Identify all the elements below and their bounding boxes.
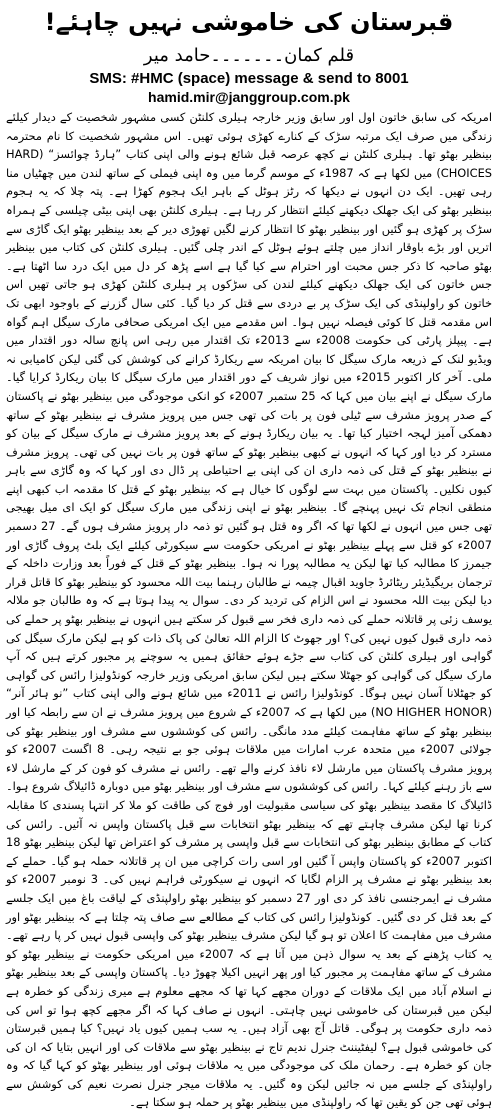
author-email: hamid.mir@janggroup.com.pk — [148, 89, 350, 105]
column-byline: قلم کمان۔۔۔۔۔۔۔حامد میر — [143, 45, 355, 66]
article-body — [6, 108, 493, 1110]
article-paragraph: امریکہ کی سابق خاتون اول اور سابق وزیر خارجہ ہیلری کلنٹن کسی مشہور شخصیت کے دیدار کیلئے زندگی میں صرف ایک مرتبہ سڑک کے کنارے کھڑی ہوئی تھیں۔ اس مشہور شخصیت کا نام محترمہ بینظیر بھٹو تھا۔ ہیلری کلنٹن نے کچھ عرصہ قبل شائع ہونے والی اپنی کتاب ”ہارڈ چوائسز“ (HARD CHOICES) میں لکھا ہے کہ 1987ء کے موسم گرما میں وہ اپنی فیملی کے ساتھ لندن میں چھٹیاں منا رہی تھیں۔ ایک دن انہوں نے دیکھا کہ رٹز ہوٹل کے باہر ایک ہجوم کھڑا ہے۔ پتہ چلا کہ یہ ہجوم بینظیر بھٹو کی ایک جھلک دیکھنے کیلئے انتظار کر رہا ہے۔ ہیلری کلنٹن بھی اپنی بیٹی چیلسی کے ہمراہ سڑک پر کھڑی ہو گئیں اور بینظیر بھٹو کا انتظار کرنے لگیں تھوڑی دیر کے بعد بینظیر بھٹو ایک گاڑی سے اتریں اور بڑے باوقار انداز میں چلتے ہوئے ہوٹل کے اندر چلی گئیں۔ ہیلری کلنٹن کی کتاب میں بینظیر بھٹو صاحبہ کا ذکر جس محبت اور احترام سے کیا گیا ہے اسے پڑھ کر دل میں ایک درد سا اٹھتا ہے۔ جس خاتون کی ایک جھلک دیکھنے کیلئے لندن کی سڑکوں پر ہیلری کلنٹن کھڑی ہو جاتی تھیں اس خاتون کو راولپنڈی کی ایک سڑک پر بے دردی سے قتل کر دیا گیا۔ کئی سال گزرنے کے باوجود ابھی تک اس مقدمہ قتل کا کوئی فیصلہ نہیں ہوا۔ اس مقدمے میں ایک امریکی صحافی مارک سیگل اہم گواہ ہے۔ پیپلز پارٹی کی حکومت 2008ء سے 2013ء تک اقتدار میں رہی اس پانچ سالہ دور اقتدار میں ویڈیو لنک کے ذریعہ مارک سیگل کا بیان امریکہ سے ریکارڈ کرانے کی کوشش کی گئی لیکن کامیابی نہ ملی۔ آخر کار اکتوبر 2015ء میں نواز شریف کے دور اقتدار میں مارک سیگل کا بیان ریکارڈ کرایا گیا۔ مارک سیگل نے اپنے بیان میں کہا کہ 25 ستمبر 2007ء کو انکی موجودگی میں بینظیر بھٹو نے پاکستان کے صدر پرویز مشرف سے ٹیلی فون پر بات کی تھی جس میں پرویز مشرف نے بینظیر بھٹو کے ساتھ دھمکی آمیز لہجہ اختیار کیا تھا۔ یہ بیان ریکارڈ ہونے کے بعد پرویز مشرف نے مارک سیگل کے بیان کو مسترد کر دیا اور کہا کہ انہوں نے کبھی بینظیر بھٹو کے ساتھ فون پر بات نہیں کی تھی۔ پرویز مشرف نے بینظیر بھٹو کے قتل کی ذمہ داری ان کی اپنی بے احتیاطی پر ڈال دی اور کہا کہ وہ گاڑی سے باہر کیوں نکلیں۔ پاکستان میں بہت سے لوگوں کا خیال ہے کہ بینظیر بھٹو کے قتل کا مقدمہ اب کبھی اپنے منطقی انجام تک نہیں پہنچے گا۔ بینظیر بھٹو نے اپنی زندگی میں مارک سیگل کو ایک ای میل بھیجی تھی جس میں انہوں نے لکھا تھا کہ اگر وہ قتل ہو گئیں تو ذمہ دار پرویز مشرف ہوں گے۔ 27 دسمبر 2007ء کو قتل سے پہلے بینظیر بھٹو نے امریکی حکومت سے سیکورٹی کیلئے ایک بلٹ پروف گاڑی اور جیمرز کا مطالبہ کیا تھا لیکن یہ مطالبہ پورا نہ ہوا۔ بینظیر بھٹو کے قتل کے فوراً بعد وزارت داخلہ کے ترجمان بریگیڈیئر ریٹائرڈ جاوید اقبال چیمہ نے طالبان رہنما بیت اللہ محسود کو بینظیر بھٹو کا قاتل قرار دیا لیکن بیت اللہ محسود نے اس الزام کی تردید کر دی۔ سوال یہ پیدا ہوتا ہے کہ وہ طالبان جو ملالہ یوسف زئی پر قاتلانہ حملے کی ذمہ داری فخر سے قبول کر سکتے ہیں انہوں نے بینظیر بھٹو پر حملے کی ذمہ داری قبول کیوں نہیں کی؟ اور جھوٹ کا الزام اللہ تعالیٰ کی پاک ذات کو ہے لیکن مارک سیگل کی گواہی اور ہیلری کلنٹن کی کتاب سے جڑے ہوئے حقائق ہمیں یہ سوچنے پر مجبور کرتے ہیں کہ آپ مارک سیگل کی گواہی کو جھٹلا سکتے ہیں لیکن سابق امریکی وزیر خارجہ کونڈولیزا رائس کی گواہی کو جھٹلانا آسان نہیں ہوگا۔ کونڈولیزا رائس نے 2011ء میں شائع ہونے والی اپنی کتاب ”نو ہائر آنر“ (NO HIGHER HONOR) میں لکھا ہے کہ 2007ء کے شروع میں پرویز مشرف نے ان سے رابطہ کیا اور بینظیر بھٹو کے ساتھ مفاہمت کیلئے مدد مانگی۔ رائس کی کوششوں سے مشرف اور بینظیر بھٹو کی جولائی 2007ء میں متحدہ عرب امارات میں ملاقات ہوئی جو بے نتیجہ رہی۔ 8 اگست 2007ء کو پرویز مشرف پاکستان میں مارشل لاء نافذ کرنے والے تھے۔ رائس نے مشرف کو فون کر کے مارشل لاء سے باز رہنے کیلئے کہا۔ رائس کی کوششوں سے مشرف اور بینظیر بھٹو میں دوبارہ ڈائیلاگ شروع ہوا۔ ڈائیلاگ کا مقصد بینظیر بھٹو کی سیاسی مقبولیت اور فوج کی طاقت کو ملا کر انتہا پسندی کا مقابلہ کرنا تھا لیکن مشرف چاہتے تھے کہ بینظیر بھٹو انتخابات سے قبل پاکستان واپس نہ آئیں۔ رائس کی کتاب کے مطابق بینظیر بھٹو کی انتخابات سے قبل واپسی پر مشرف کو اعتراض تھا لیکن بینظیر بھٹو 18 اکتوبر 2007ء کو پاکستان واپس آ گئیں اور اسی رات کراچی میں ان پر قاتلانہ حملہ ہو گیا۔ حملے کے بعد بینظیر بھٹو نے مشرف پر الزام لگایا کہ انہوں نے سیکورٹی فراہم نہیں کی۔ 3 نومبر 2007ء کو مشرف نے ایمرجنسی نافذ کر دی اور 27 دسمبر کو بینظیر بھٹو راولپنڈی کے لیاقت باغ میں ایک جلسے کے بعد قتل کر دی گئیں۔ کونڈولیزا رائس کی کتاب کے مطالعے سے صاف پتہ چلتا ہے کہ بینظیر بھٹو اور مشرف میں مفاہمت کا اعلان تو ہو گیا لیکن مشرف بینظیر بھٹو کی واپسی قبول نہیں کر پا رہے تھے۔ یہ کتاب پڑھنے کے بعد یہ سوال ذہن میں آتا ہے کہ 2007ء میں امریکی حکومت نے بینظیر بھٹو کو مشرف کے ساتھ مفاہمت پر مجبور کیا اور پھر انہیں اکیلا چھوڑ دیا۔ پاکستان واپسی کے بعد بینظیر بھٹو نے اسلام آباد میں ایک ملاقات کے دوران مجھے کہا تھا کہ مجھے معلوم ہے میری زندگی کو خطرہ ہے لیکن میں قبرستان کی خاموشی نہیں چاہتی۔ انہوں نے صاف کہا کہ اگر مجھے کچھ ہوا تو اس کی ذمہ داری حکومت پر ہوگی۔ قاتل آج بھی آزاد ہیں۔ یہ سب ہمیں کیوں یاد نہیں؟ کیا ہمیں قبرستان کی خاموشی قبول ہے؟ لیفٹیننٹ جنرل ندیم تاج نے بینظیر بھٹو سے ملاقات کی اور انہیں بتایا کہ ان کی جان کو خطرہ ہے۔ رحمان ملک کی موجودگی میں یہ ملاقات ہوئی اور بینظیر بھٹو کو کہا گیا کہ وہ راولپنڈی کے جلسے میں نہ جائیں لیکن وہ گئیں۔ یہ ملاقات میجر جنرل نصرت نعیم کی کوشش سے ہوئی تھی جن کو یقین تھا کہ راولپنڈی میں بینظیر بھٹو پر حملہ ہو سکتا ہے۔ — [6, 110, 493, 1110]
article-title: قبرستان کی خاموشی نہیں چاہئے! — [44, 8, 454, 36]
sms-instruction: SMS: #HMC (space) message & send to 8001 — [89, 70, 409, 87]
article-page — [0, 2, 498, 1110]
